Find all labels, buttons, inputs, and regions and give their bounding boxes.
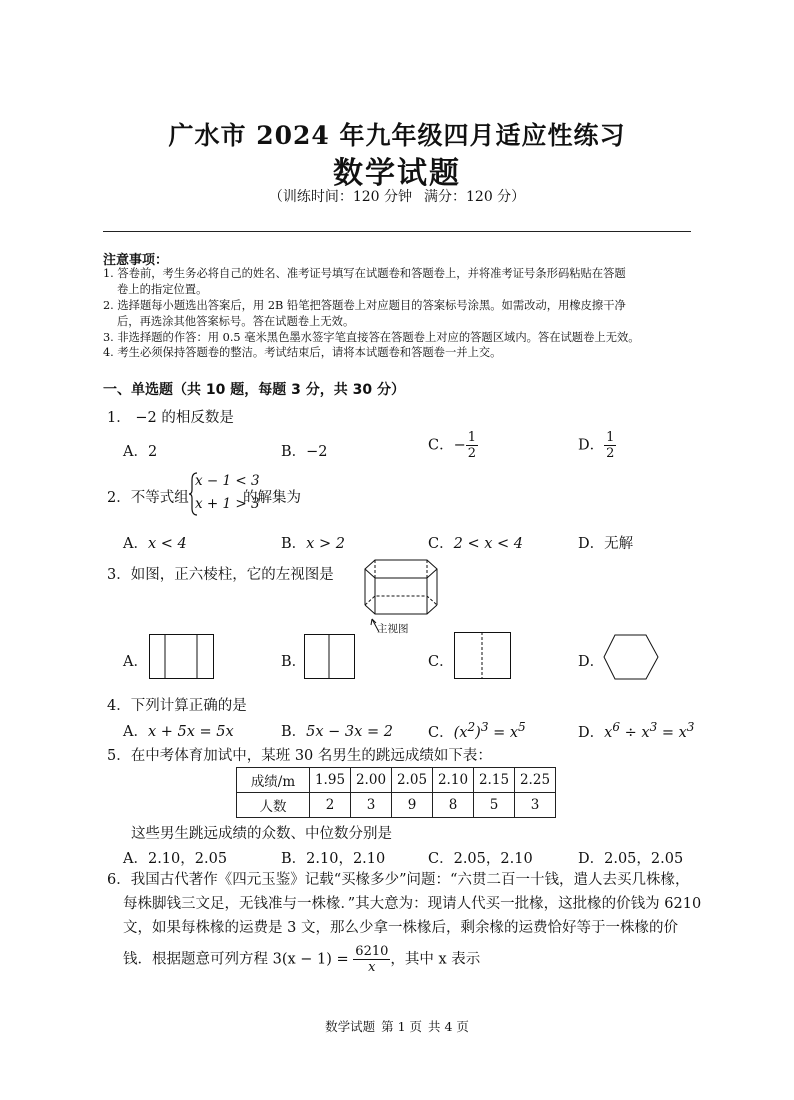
question-3-stem: 3．如图，正六棱柱，它的左视图是 (107, 567, 334, 583)
question-2-stem: 2．不等式组 (107, 490, 189, 506)
q4-option-b (281, 720, 393, 741)
q5-option-c: C．2.05，2.10 (428, 851, 533, 867)
q3-option-c-figure (454, 632, 512, 684)
exam-info (0, 186, 794, 206)
q4-d-exp-3: 3 (686, 720, 695, 734)
q1-option-b: B．−2 (281, 444, 328, 460)
table-cell: 人数 (237, 793, 310, 818)
q2-option-b (281, 532, 345, 553)
q1-option-a: A．2 (123, 444, 158, 460)
q2-a-label: A． (123, 536, 148, 552)
q4-a-label: A． (123, 724, 148, 740)
q3-option-b-label: B． (281, 654, 307, 670)
q3-option-a-label: A． (123, 654, 148, 670)
q3-option-c-label: C． (428, 654, 454, 670)
q4-b-expr: 5x − 3x = 2 (306, 724, 393, 740)
q4-d-op: ÷ x (620, 724, 650, 741)
table-cell: 8 (433, 793, 474, 818)
q6-equation-prefix: 钱．根据题意可列方程 3(x − 1) = (123, 951, 354, 968)
exam-time: （训练时间：120 分钟 (268, 189, 412, 205)
q3-option-b-figure (304, 634, 356, 684)
q2-option-d: D．无解 (578, 536, 634, 552)
q2-b-label: B． (281, 536, 307, 552)
q5-option-d: D．2.05，2.05 (578, 851, 684, 867)
q5-option-b: B．2.10，2.10 (281, 851, 386, 867)
notice-item-1-cont: 卷上的指定位置。 (117, 283, 208, 296)
table-row (237, 793, 556, 818)
table-cell: 成绩/m (237, 768, 310, 793)
q2-option-c (428, 532, 523, 553)
table-cell: 2.00 (351, 768, 392, 793)
q6-frac-denominator: x (368, 960, 376, 975)
q1-option-d (578, 430, 616, 461)
q4-c-eq: = x (488, 724, 519, 741)
q4-b-label: B． (281, 724, 307, 740)
table-cell: 2.10 (433, 768, 474, 793)
figure-caption: 主视图 (377, 623, 409, 635)
q2-option-a (123, 532, 187, 553)
footer-subject: 数学试题 (325, 1019, 376, 1034)
q3-option-d-label: D． (578, 654, 605, 670)
q6-frac-numerator: 6210 (355, 944, 389, 959)
table-cell: 1.95 (310, 768, 351, 793)
q2-c-expr: 2 < x < 4 (453, 536, 523, 552)
q1-d-numerator: 1 (606, 430, 615, 445)
notice-heading: 注意事项： (103, 253, 169, 268)
question-1-stem: 1． −2 的相反数是 (107, 410, 234, 426)
q4-d-label: D． (578, 724, 605, 741)
header-divider (103, 231, 691, 232)
q2-b-expr: x > 2 (306, 536, 345, 552)
q6-line-1: 6．我国古代著作《四元玉鉴》记载“买椽多少”问题：“六贯二百一十钱，遣人去买几株椽， (107, 872, 690, 888)
q1-c-denominator: 2 (467, 446, 477, 461)
q4-option-d (578, 720, 694, 742)
page-footer (0, 1017, 794, 1035)
question-5-stem: 5．在中考体育加试中，某班 30 名男生的跳远成绩如下表： (107, 748, 492, 764)
q2-c-label: C． (428, 536, 454, 552)
q6-line-4 (123, 944, 708, 975)
q4-c-exp-2: 3 (480, 720, 489, 734)
q1-option-c (428, 430, 478, 461)
q6-line-3: 文，如果每株椽的运费是 3 文，那么少拿一株椽后，剩余椽的运费恰好等于一株椽的价 (123, 920, 678, 936)
notice-item-4: 4. 考生必须保持答题卷的整洁。考试结束后，请将本试题卷和答题卷一并上交。 (103, 346, 502, 359)
q4-c-label: C． (428, 724, 454, 741)
q4-c-exp-1: 2 (467, 720, 476, 734)
table-cell: 5 (474, 793, 515, 818)
q1-d-denominator: 2 (606, 446, 615, 461)
table-cell: 2.05 (392, 768, 433, 793)
score-table (236, 767, 556, 818)
q2-inequality-1: x − 1 < 3 (195, 473, 260, 489)
notice-item-2-cont: 后，再选涂其他答案标号。答在试题卷上无效。 (117, 315, 355, 328)
q6-line-2: 每株脚钱三文足，无钱准与一株椽．”其大意为：现请人代买一批椽，这批椽的价钱为 6210 (123, 896, 702, 912)
table-cell: 2.15 (474, 768, 515, 793)
q1-c-numerator: 1 (467, 430, 477, 445)
q4-d-eq: = x (657, 724, 687, 741)
table-cell: 9 (392, 793, 433, 818)
q4-a-expr: x + 5x = 5x (147, 724, 234, 740)
notice-item-2: 2. 选择题每小题选出答案后，用 2B 铅笔把答题卷上对应题目的答案标号涂黑。如需改动，用橡皮擦干净 (103, 299, 626, 312)
table-cell: 3 (515, 793, 556, 818)
footer-page: 第 1 页 (381, 1019, 422, 1034)
table-cell: 2.25 (515, 768, 556, 793)
q6-equation-suffix: ，其中 x 表示 (390, 951, 481, 968)
q1-c-label: C． (428, 437, 454, 454)
q5-option-a: A．2.10，2.05 (123, 851, 228, 867)
q4-d-exp-1: 6 (612, 720, 621, 734)
section-heading: 一、单选题（共 10 题，每题 3 分，共 30 分） (103, 382, 405, 398)
table-cell: 3 (351, 793, 392, 818)
notice-item-1: 1. 答卷前，考生务必将自己的姓名、准考证号填写在试题卷和答题卷上，并将准考证号条形码粘贴在答题 (103, 267, 626, 280)
table-row (237, 768, 556, 793)
q3-option-d-figure (603, 634, 659, 684)
q2-a-expr: x < 4 (147, 536, 187, 552)
page-title: 广水市 2024 年九年级四月适应性练习 (168, 121, 626, 150)
exam-score: 满分：120 分） (424, 189, 526, 205)
q4-option-c (428, 720, 526, 742)
q4-option-a (123, 720, 234, 741)
notice-item-3: 3. 非选择题的作答：用 0.5 毫米黑色墨水签字笔直接答在答题卷上对应的答题区域内。答在试题卷上无效。 (103, 331, 640, 344)
q2-inequality-2: x + 1 > 3 (195, 496, 260, 512)
subject-title: 数学试题 (333, 156, 461, 191)
q3-option-a-figure (149, 634, 215, 684)
q1-c-sign: − (453, 437, 466, 454)
q5-question: 这些男生跳远成绩的众数、中位数分别是 (131, 826, 392, 842)
q4-d-exp-2: 3 (649, 720, 658, 734)
q1-d-label: D． (578, 437, 605, 454)
table-cell: 2 (310, 793, 351, 818)
question-4-stem: 4．下列计算正确的是 (107, 698, 247, 714)
q4-c-exp-3: 5 (518, 720, 526, 734)
q4-c-base: (x (453, 724, 468, 741)
q4-d-base: x (604, 724, 613, 741)
q2-stem-suffix: 的解集为 (243, 490, 301, 506)
q4-c-paren: ) (475, 724, 481, 741)
footer-total: 共 4 页 (428, 1019, 469, 1034)
